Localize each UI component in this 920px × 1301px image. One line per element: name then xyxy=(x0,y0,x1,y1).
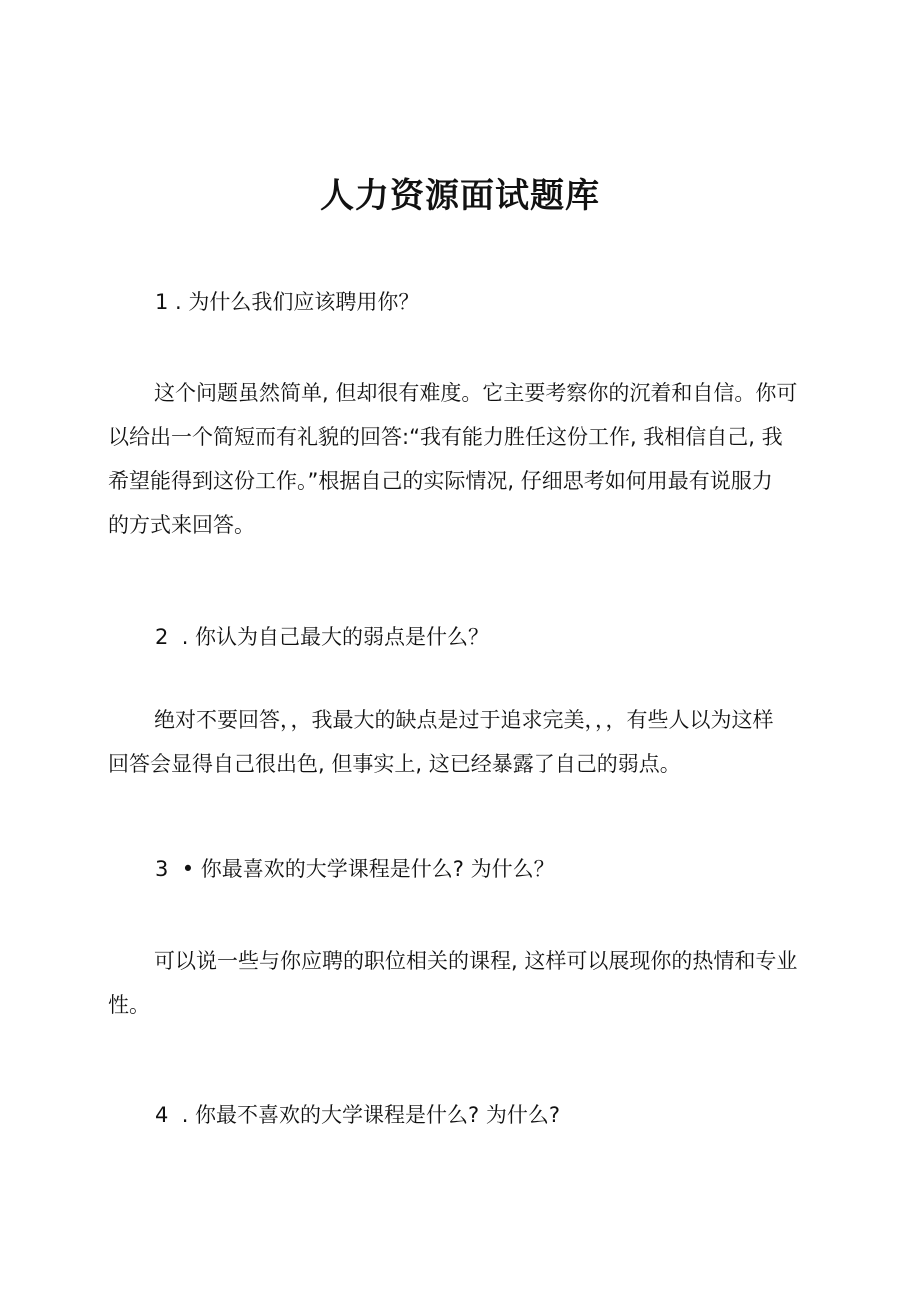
document-title: 人力资源面试题库 xyxy=(320,176,600,216)
answer-1-line-1: 这个问题虽然简单, 但却很有难度。它主要考察你的沉着和自信。你可 xyxy=(154,381,798,405)
question-4: 4 . 你最不喜欢的大学课程是什么? 为什么? xyxy=(155,1103,561,1127)
question-1: 1 . 为什么我们应该聘用你？ xyxy=(155,290,420,314)
answer-3 xyxy=(108,939,820,1027)
answer-1-line-2: 以给出一个简短而有礼貌的回答:“我有能力胜任这份工作, 我相信自己, 我 xyxy=(108,425,783,449)
answer-1-line-4: 的方式来回答。 xyxy=(108,513,255,537)
answer-1 xyxy=(108,371,820,547)
answer-3-line-1: 可以说一些与你应聘的职位相关的课程, 这样可以展现你的热情和专业 xyxy=(154,949,798,973)
question-3: 3 • 你最喜欢的大学课程是什么? 为什么？ xyxy=(155,857,555,881)
answer-2-line-1: 绝对不要回答，，我最大的缺点是过于追求完美，，，有些人以为这样 xyxy=(154,708,774,732)
answer-1-line-3: 希望能得到这份工作。”根据自己的实际情况, 仔细思考如何用最有说服力 xyxy=(108,469,773,493)
answer-2 xyxy=(108,698,820,786)
answer-2-line-2: 回答会显得自己很出色, 但事实上, 这已经暴露了自己的弱点。 xyxy=(108,752,681,776)
question-2: 2 . 你认为自己最大的弱点是什么？ xyxy=(155,625,490,649)
answer-3-line-2: 性。 xyxy=(108,993,150,1017)
